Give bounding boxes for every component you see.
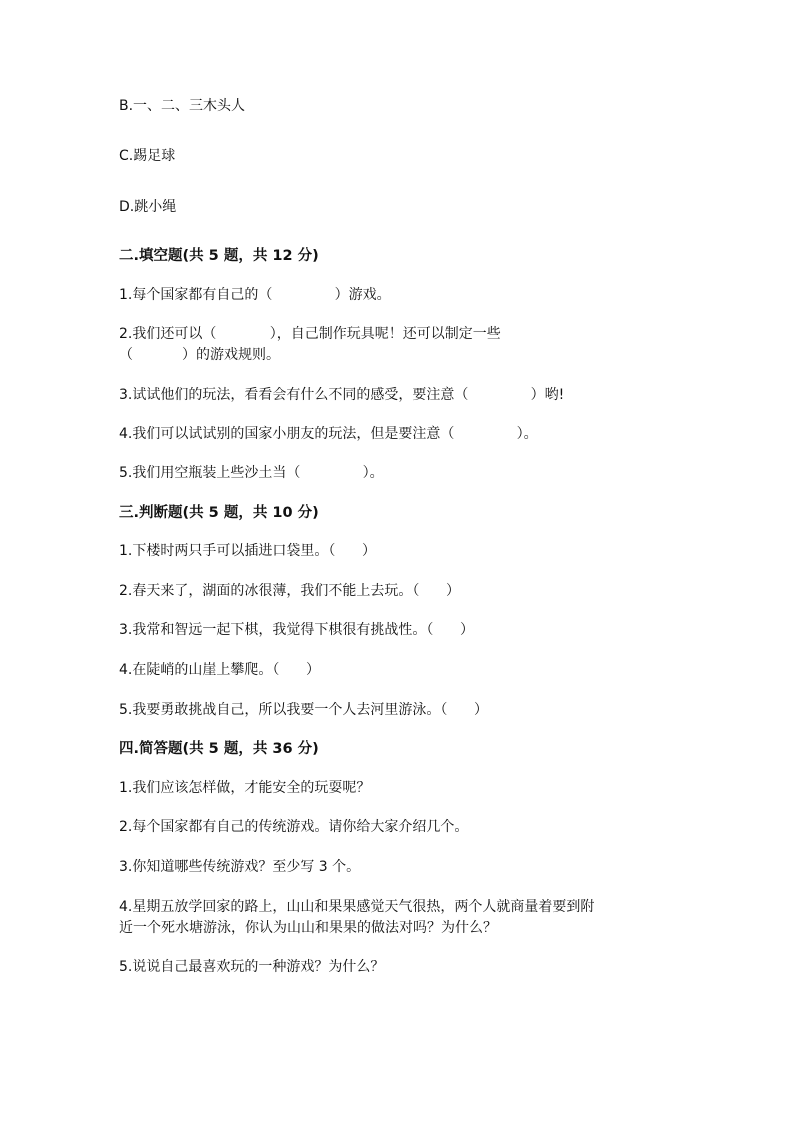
section-2-item-2-cont: （ ）的游戏规则。 [119, 347, 280, 363]
choice-d: D.跳小绳 [119, 199, 177, 215]
section-4-item-5: 5.说说自己最喜欢玩的一种游戏？为什么？ [119, 959, 385, 975]
section-3-item-5: 5.我要勇敢挑战自己，所以我要一个人去河里游泳。（ ） [119, 702, 489, 718]
section-4-item-3: 3.你知道哪些传统游戏？至少写 3 个。 [119, 859, 361, 875]
section-2-item-3: 3.试试他们的玩法，看看会有什么不同的感受，要注意（ ）哟! [119, 387, 565, 403]
section-2-item-4: 4.我们可以试试别的国家小朋友的玩法，但是要注意（ ）。 [119, 426, 538, 442]
section-3-item-1: 1.下楼时两只手可以插进口袋里。（ ） [119, 543, 377, 559]
section-2-item-2: 2.我们还可以（ ），自己制作玩具呢！还可以制定一些 [119, 326, 501, 342]
section-3-heading: 三.判断题(共 5 题，共 10 分) [119, 505, 319, 521]
section-4-heading: 四.简答题(共 5 题，共 36 分) [119, 741, 319, 757]
section-3-item-4: 4.在陡峭的山崖上攀爬。（ ） [119, 662, 321, 678]
section-4-item-2: 2.每个国家都有自己的传统游戏。请你给大家介绍几个。 [119, 819, 469, 835]
choice-c: C.踢足球 [119, 148, 176, 164]
section-2-item-5: 5.我们用空瓶装上些沙土当（ ）。 [119, 465, 384, 481]
section-2-item-1: 1.每个国家都有自己的（ ）游戏。 [119, 287, 391, 303]
section-4-item-4: 4.星期五放学回家的路上，山山和果果感觉天气很热，两个人就商量着要到附 [119, 899, 595, 915]
section-4-item-4-cont: 近一个死水塘游泳，你认为山山和果果的做法对吗？为什么？ [119, 920, 497, 936]
section-3-item-2: 2.春天来了，湖面的冰很薄，我们不能上去玩。（ ） [119, 583, 461, 599]
choice-b: B.一、二、三木头人 [119, 98, 246, 114]
section-3-item-3: 3.我常和智远一起下棋，我觉得下棋很有挑战性。（ ） [119, 622, 475, 638]
section-4-item-1: 1.我们应该怎样做，才能安全的玩耍呢？ [119, 780, 371, 796]
section-2-heading: 二.填空题(共 5 题，共 12 分) [119, 248, 319, 264]
